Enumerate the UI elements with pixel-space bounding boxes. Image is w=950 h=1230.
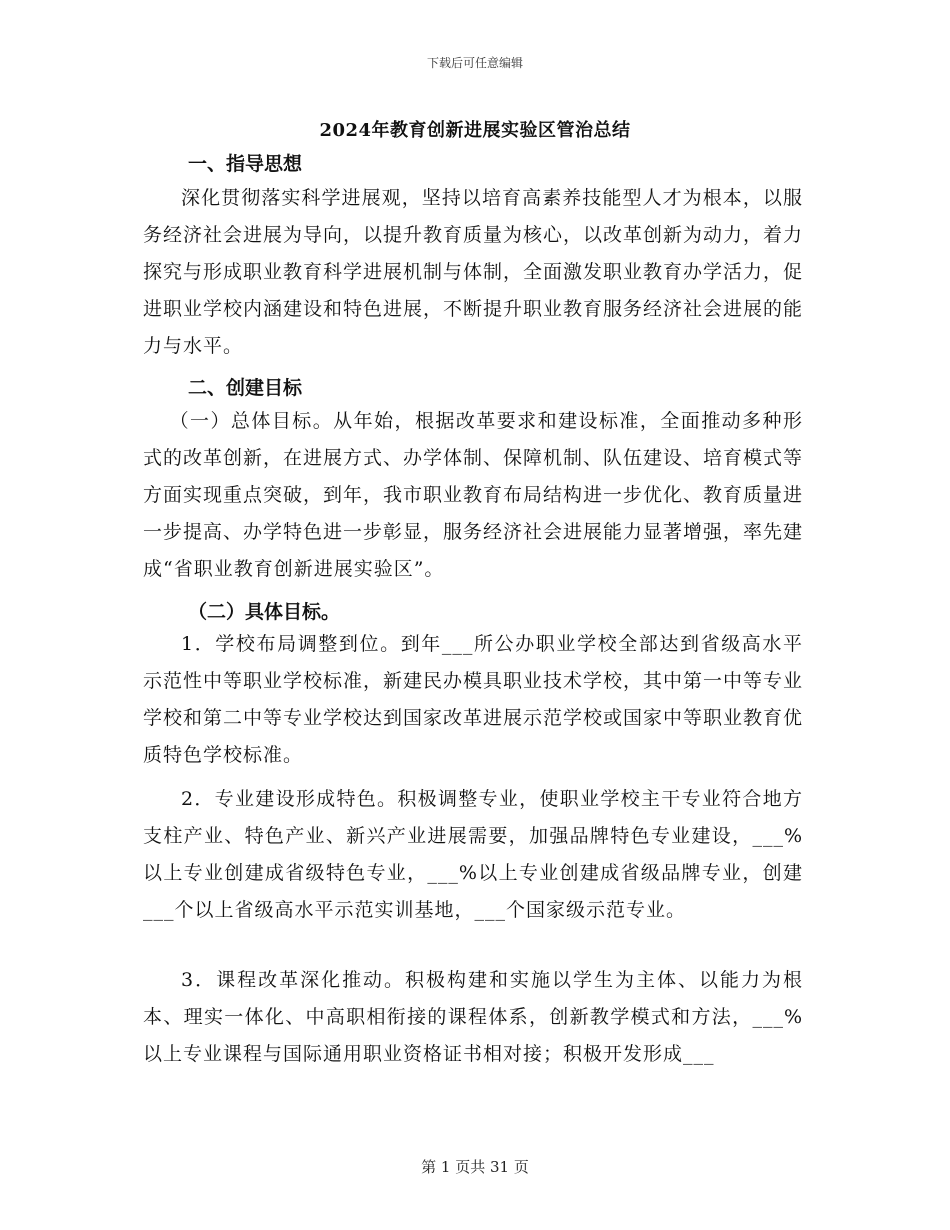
paragraph-item-1: 1．学校布局调整到位。到年___所公办职业学校全部达到省级高水平示范性中等职业学校标准，新建民办模具职业技术学校，其中第一中等专业学校和第二中等专业学校达到国家改革进展示范学校或国家中等职业教育优质特色学校标准。 — [143, 633, 804, 766]
subsection-heading-specific-goals: （二）具体目标。 — [188, 601, 341, 623]
section-heading-goals: 二、创建目标 — [188, 377, 303, 399]
paragraph-guiding-ideology: 深化贯彻落实科学进展观，坚持以培育高素养技能型人才为根本，以服务经济社会进展为导向，以提升教育质量为核心，以改革创新为动力，着力探究与形成职业教育科学进展机制与体制，全面激发职业教育办学活力，促进职业学校内涵建设和特色进展，不断提升职业教育服务经济社会进展的能力与水平。 — [143, 187, 804, 357]
page-footer: 第 1 页共 31 页 — [421, 1158, 529, 1176]
document-title: 2024年教育创新进展实验区管治总结 — [319, 120, 631, 141]
paragraph-item-3: 3．课程改革深化推动。积极构建和实施以学生为主体、以能力为根本、理实一体化、中高职相衔接的课程体系，创新教学模式和方法，___%以上专业课程与国际通用职业资格证书相对接；积极开发形成___ — [143, 969, 803, 1065]
header-note: 下载后可任意编辑 — [426, 56, 523, 70]
paragraph-item-2: 2．专业建设形成特色。积极调整专业，使职业学校主干专业符合地方支柱产业、特色产业、新兴产业进展需要，加强品牌特色专业建设，___%以上专业创建成省级特色专业，___%以上专业创建成省级品牌专业，创建___个以上省级高水平示范实训基地，___个国家级示范专业。 — [143, 788, 803, 921]
paragraph-overall-goal: （一）总体目标。从年始，根据改革要求和建设标准，全面推动多种形式的改革创新，在进展方式、办学体制、保障机制、队伍建设、培育模式等方面实现重点突破，到年，我市职业教育布局结构进一步优化、教育质量进一步提高、办学特色进一步彰显，服务经济社会进展能力显著增强，率先建成“省职业教育创新进展实验区”。 — [143, 410, 804, 580]
section-heading-guiding-ideology: 一、指导思想 — [188, 153, 303, 175]
